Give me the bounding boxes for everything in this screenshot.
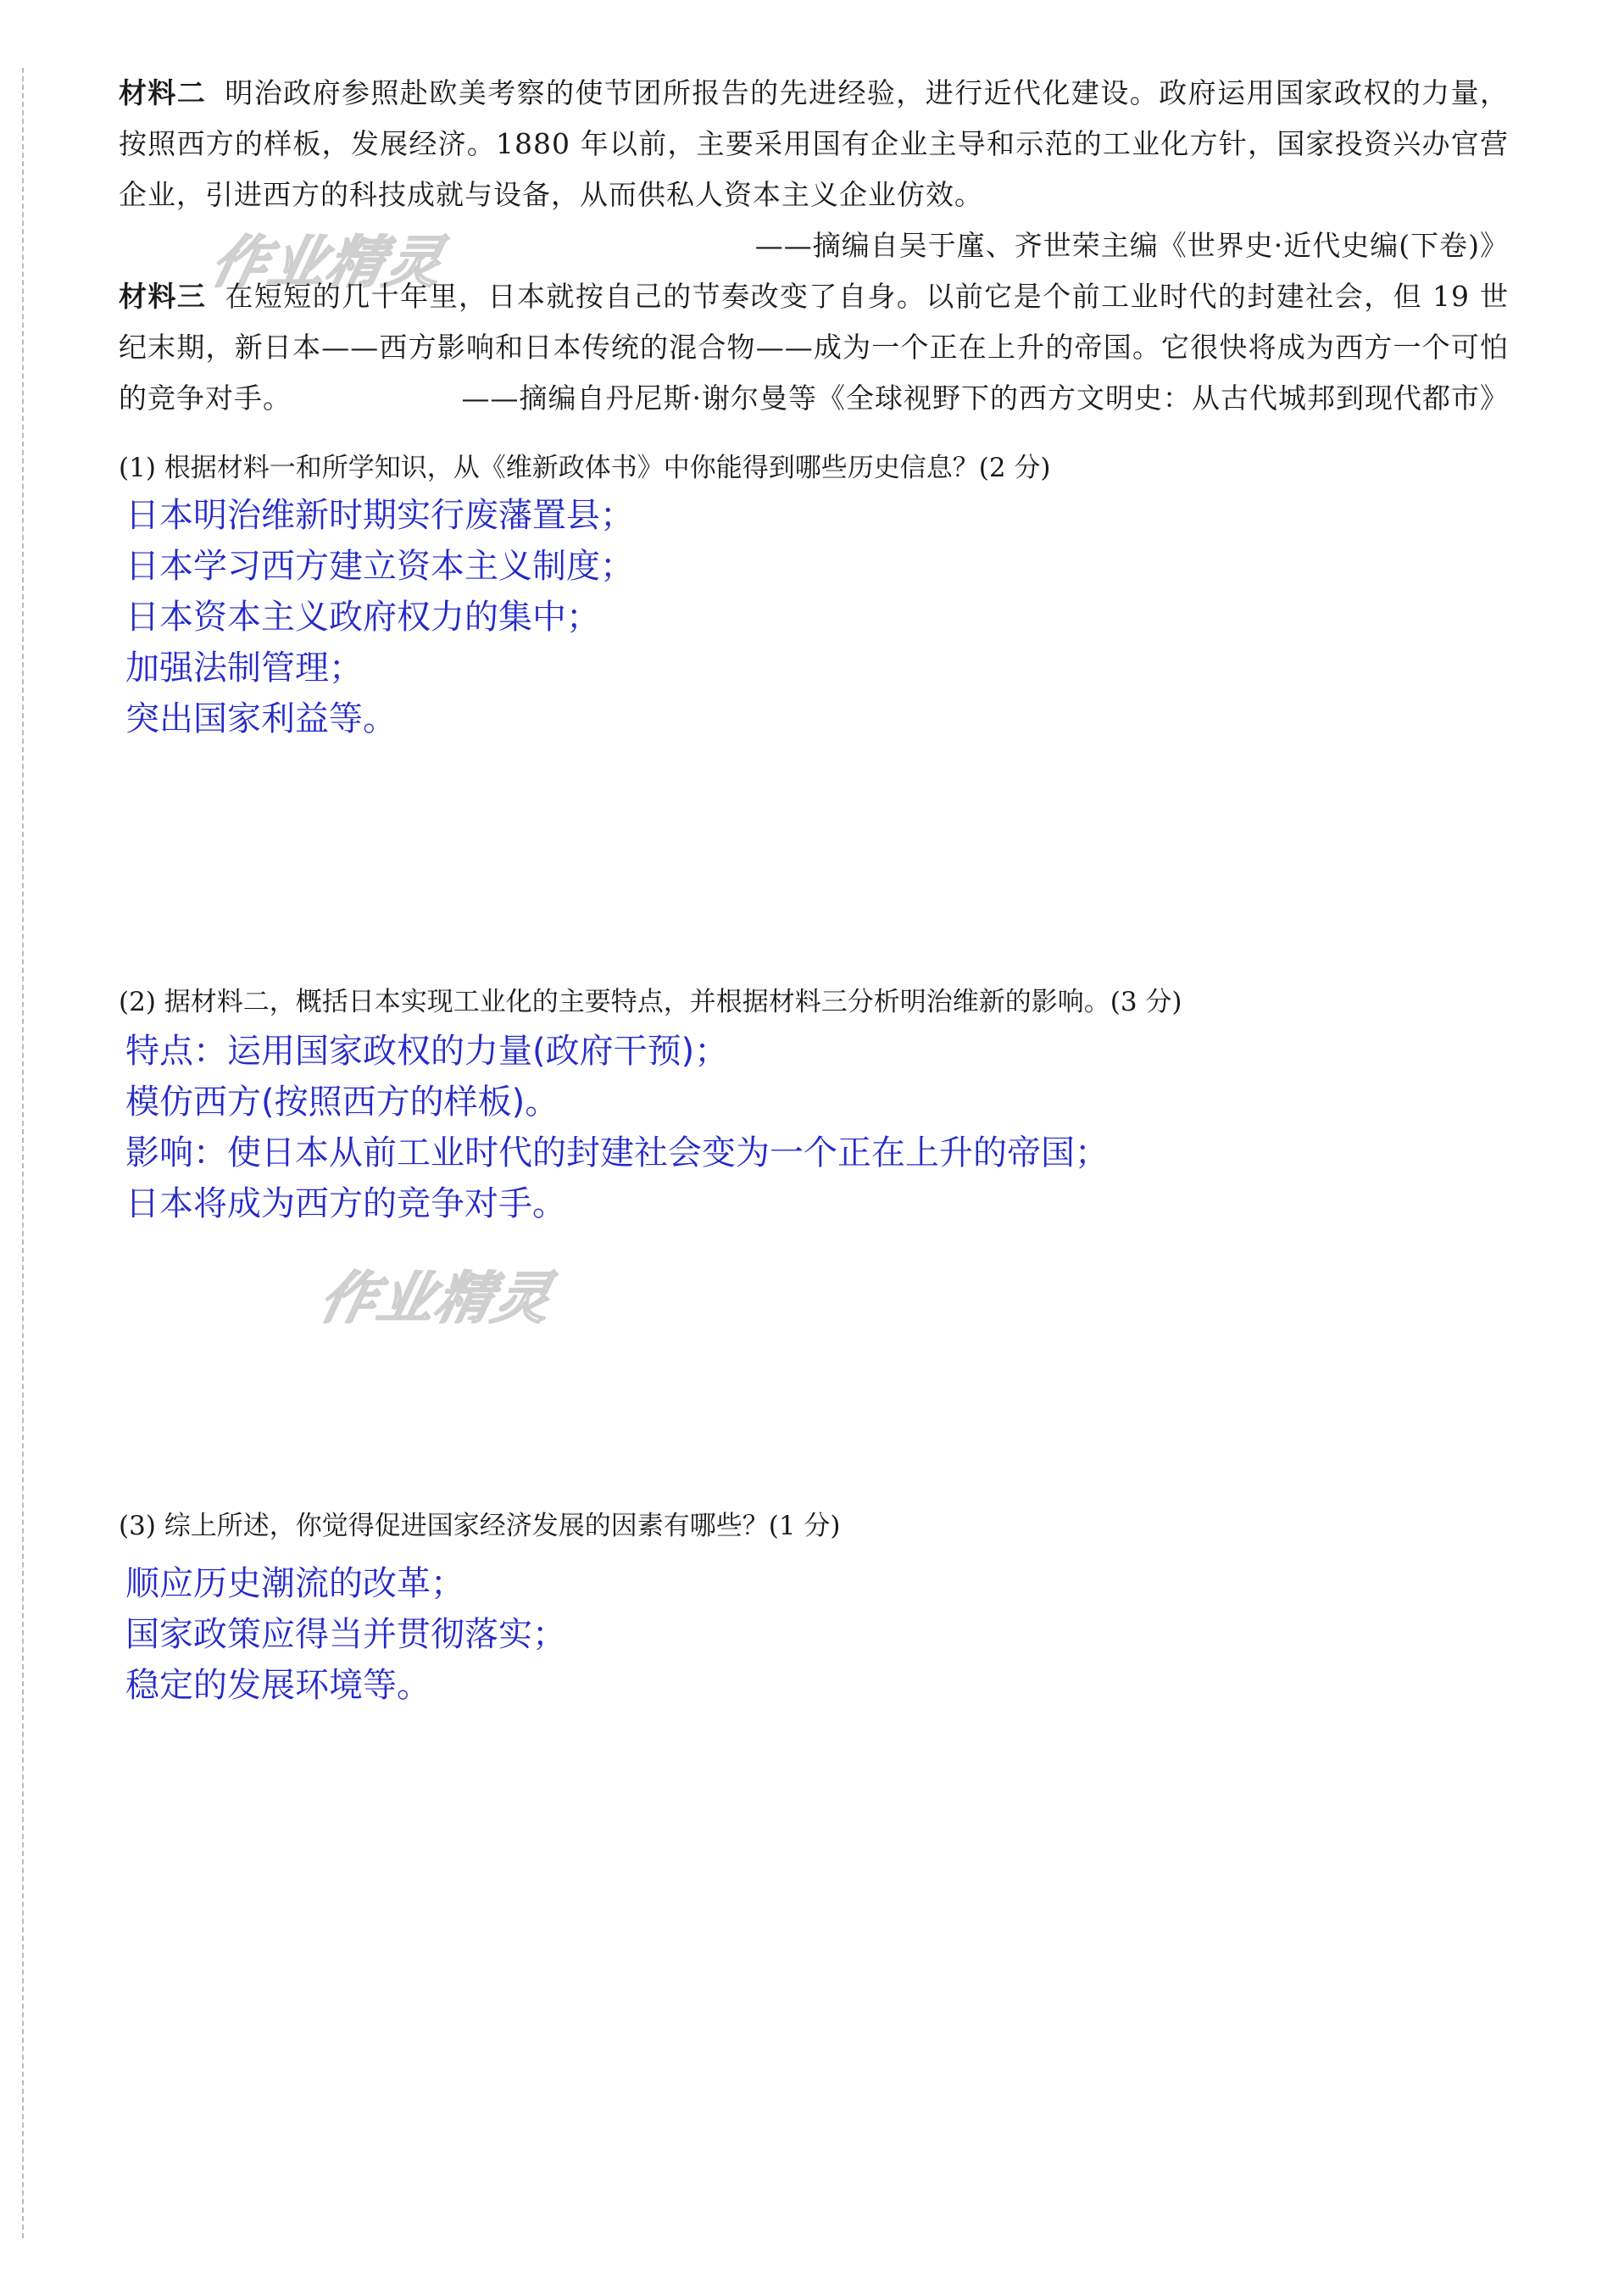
answer-line: 模仿西方(按照西方的样板)。 (125, 1083, 559, 1122)
question-3-prompt: (3) 综上所述，你觉得促进国家经济发展的因素有哪些？(1 分) (119, 1511, 841, 1541)
material-3-text: 在短短的几十年里，日本就按自己的节奏改变了自身。以前它是个前工业时代的封建社会，但 19 世纪末期，新日本——西方影响和日本传统的混合物——成为一个正在上升的帝国。它很快将成为西方一个可怕的竞争对手。 (119, 280, 1509, 415)
material-2-source: ——摘编自吴于廑、齐世荣主编《世界史·近代史编(下卷)》 (754, 229, 1509, 262)
watermark: 作业精灵 (205, 230, 450, 295)
question-3-answer (125, 1558, 566, 1711)
answer-line: 国家政策应得当并贯彻落实； (125, 1615, 566, 1654)
answer-line: 日本将成为西方的竞争对手。 (125, 1184, 566, 1223)
question-2-prompt: (2) 据材料二，概括日本实现工业化的主要特点，并根据材料三分析明治维新的影响。(3 分) (119, 987, 1182, 1017)
watermark: 作业精灵 (314, 1266, 559, 1331)
answer-line: 日本资本主义政府权力的集中； (125, 598, 600, 637)
answer-line: 稳定的发展环境等。 (125, 1666, 431, 1705)
question-2-answer (125, 1026, 1109, 1229)
material-2-text: 明治政府参照赴欧美考察的使节团所报告的先进经验，进行近代化建设。政府运用国家政权的力量，按照西方的样板，发展经济。1880 年以前，主要采用国有企业主导和示范的工业化方针，国家投资兴办官营企业，引进西方的科技成就与设备，从而供私人资本主义企业仿效。 (119, 76, 1510, 211)
material-2-paragraph (119, 68, 1509, 220)
material-3 (119, 271, 1509, 424)
answer-line: 加强法制管理； (125, 649, 363, 688)
margin-rule (22, 68, 24, 2238)
material-3-source: ——摘编自丹尼斯·谢尔曼等《全球视野下的西方文明史：从古代城邦到现代都市》 (461, 381, 1509, 415)
question-1-answer (125, 490, 634, 744)
answer-line: 日本学习西方建立资本主义制度； (125, 547, 634, 586)
material-3-label: 材料三 (119, 280, 207, 313)
answer-line: 顺应历史潮流的改革； (125, 1564, 464, 1603)
material-2-label: 材料二 (119, 76, 207, 109)
question-1-prompt: (1) 根据材料一和所学知识，从《维新政体书》中你能得到哪些历史信息？(2 分) (119, 453, 1051, 483)
answer-line: 突出国家利益等。 (125, 699, 397, 738)
answer-line: 特点：运用国家政权的力量(政府干预)； (125, 1032, 729, 1071)
answer-line: 日本明治维新时期实行废藩置县； (125, 496, 634, 535)
answer-line: 影响：使日本从前工业时代的封建社会变为一个正在上升的帝国； (125, 1133, 1109, 1172)
